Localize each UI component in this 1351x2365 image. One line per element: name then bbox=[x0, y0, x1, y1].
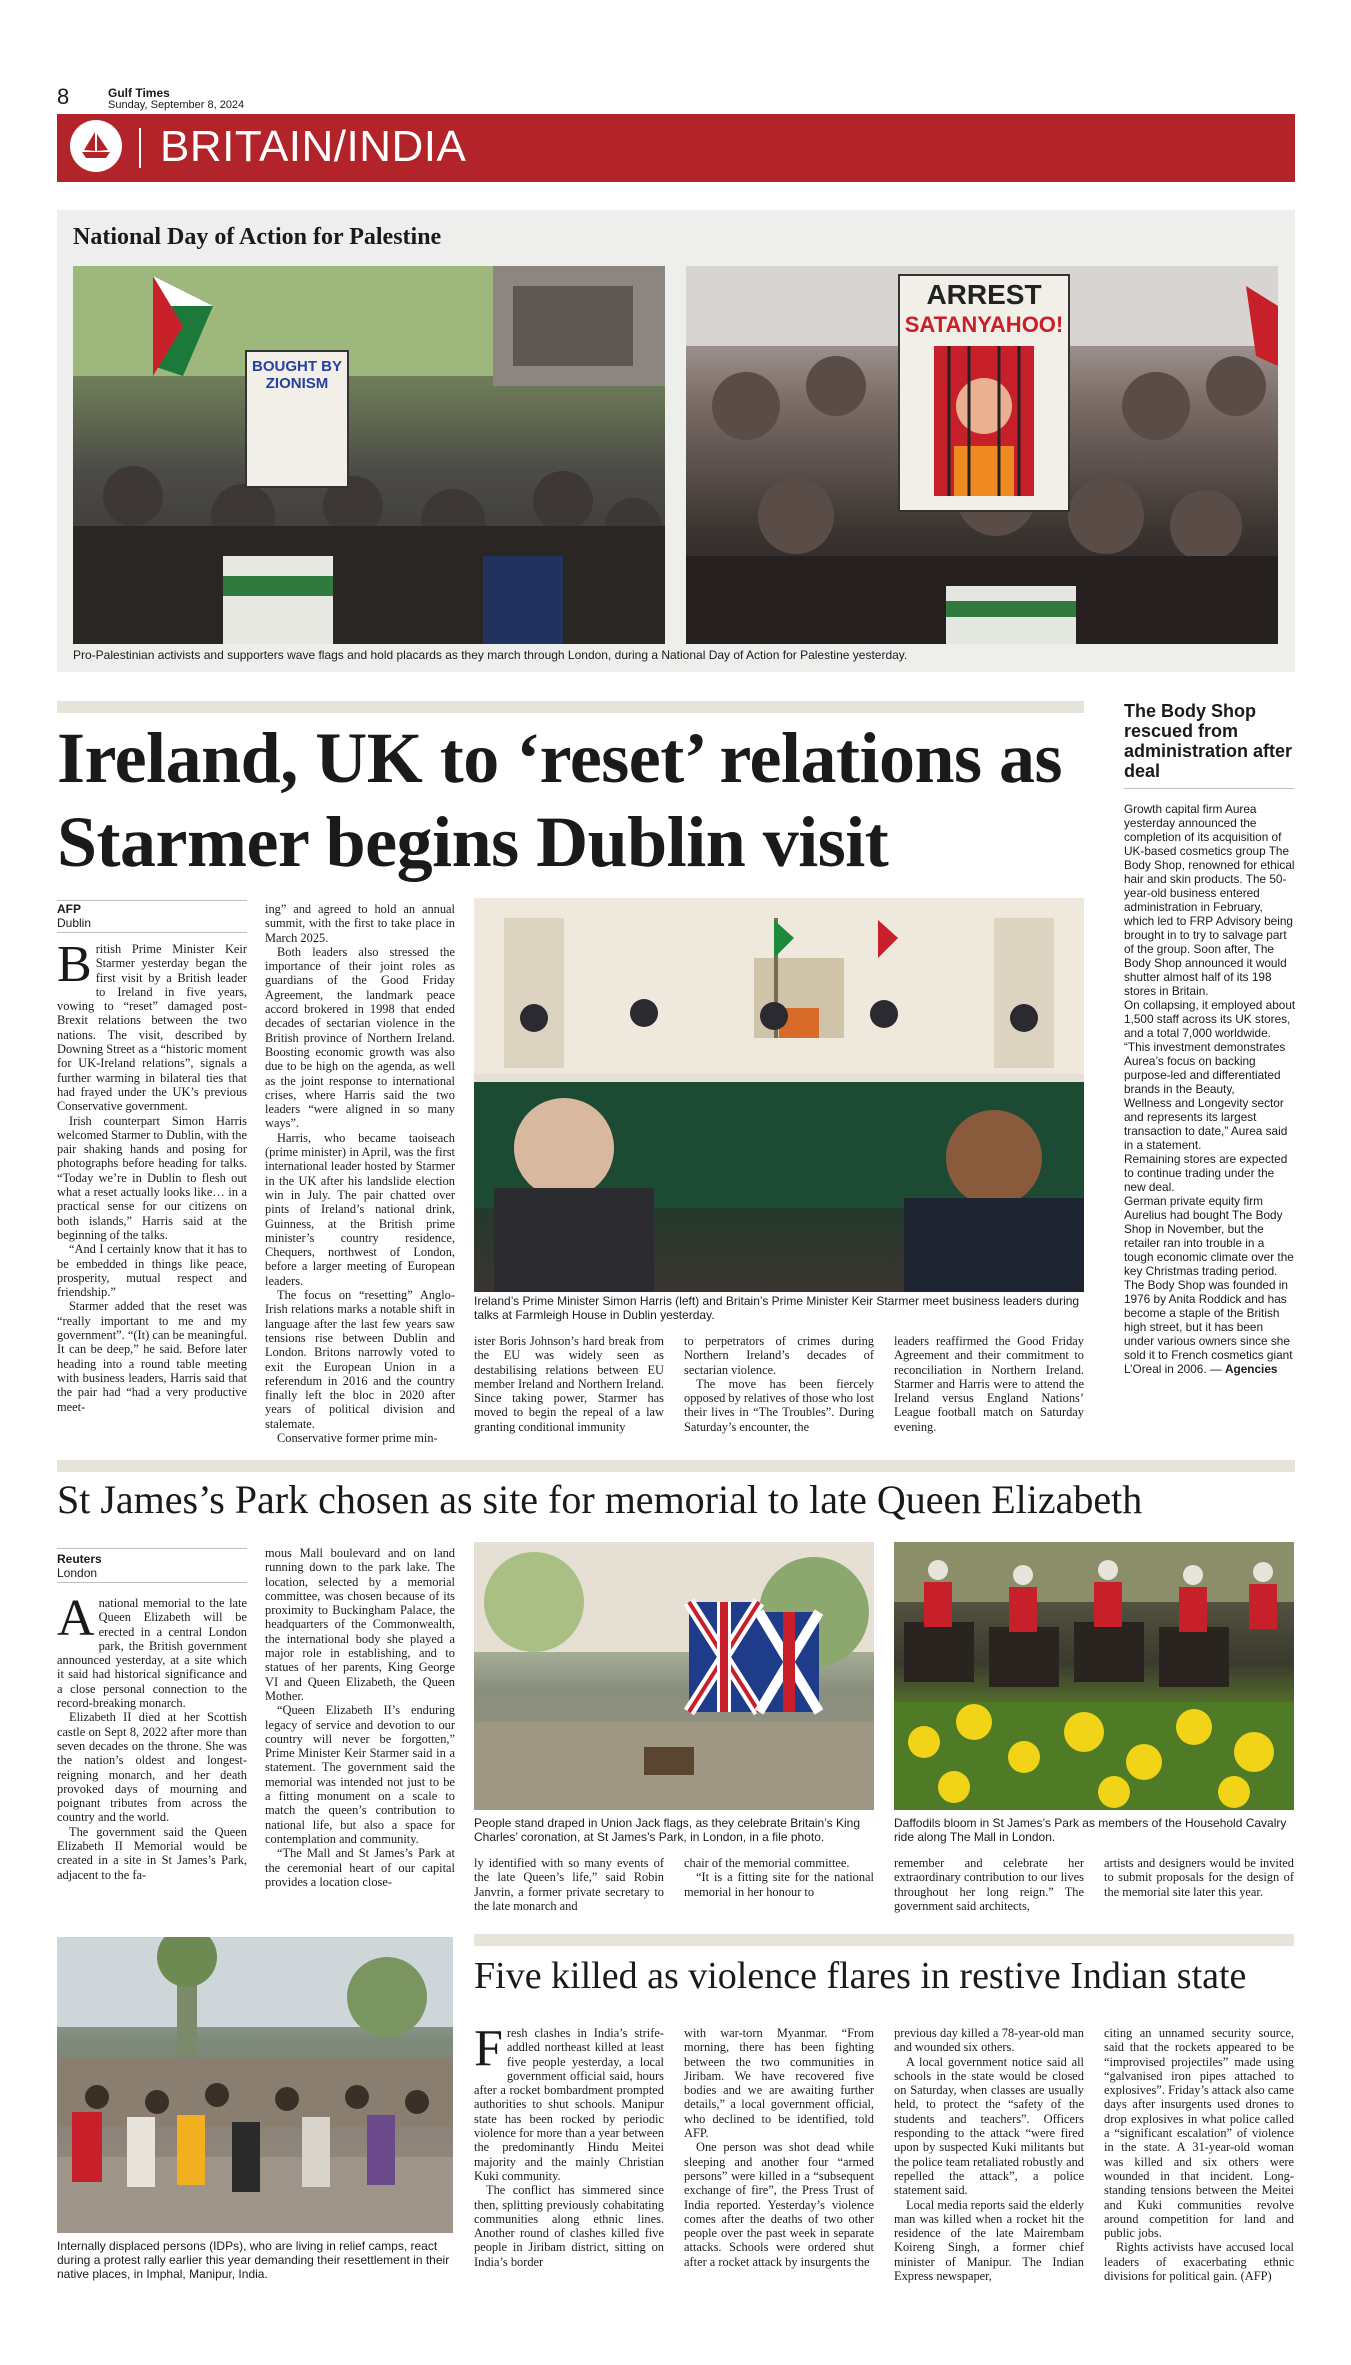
paragraph: ritish Prime Minister Keir Starmer yesterday began the first visit by a British leader to Ireland in five years, vowing to “reset” damaged post-Brexit relations between the two nations. The visit, described by Downing Street as a “historic moment for UK-Ireland relations”, signals a further warming in bilateral ties that had frayed under the UK’s previous Conservative government. bbox=[57, 942, 247, 1114]
byline-agency: Reuters bbox=[57, 1552, 102, 1566]
article-column bbox=[474, 1856, 664, 1913]
paper-name: Gulf Times bbox=[108, 86, 170, 100]
article-column bbox=[265, 902, 455, 1445]
paragraph: One person was shot dead while sleeping and another four “armed persons” were killed in a “subsequent exchange of fire”, the Press Trust of India reported. Yesterday’s violence comes after the deaths of two other people over the past week in separate attacks. Schools were ordered shut after a rocket attack by insurgents the bbox=[684, 2140, 874, 2269]
byline-agency: AFP bbox=[57, 902, 81, 916]
paragraph: The focus on “resetting” Anglo-Irish relations marks a notable shift in language after the last few years saw tensions rise between Dublin and London. Britons narrowly voted to exit the European Union in a referendum in 2016 and the country finally left the bloc in 2020 after years of political division and stalemate. bbox=[265, 1288, 455, 1431]
union-jack-photo bbox=[474, 1542, 874, 1810]
paragraph: The move has been fiercely opposed by relatives of those who lost their lives in “The Troubles”. During Saturday’s encounter, the bbox=[684, 1376, 874, 1434]
sidebar-article: Growth capital firm Aurea yesterday announced the completion of its acquisition of UK-based cosmetics group The Body Shop, renowned for ethical hair and skin products. The 50-year-old business entered administration in February, which led to FRP Advisory being brought in to try to salvage part of the group. Soon after, The Body Shop announced it would shutter almost half of its 198 stores in Britain. On collapsing, it employed about 1,500 staff across its UK stores, and a total 7,000 worldwide. “This investment demonstrates Aurea’s focus on backing purpose-led and differentiated brands in the Beauty, Wellness and Longevity sector and represents its largest transaction to date,” Aurea said in a statement. Remaining stores are expected to continue trading under the new deal. German private equity firm Aurelius had bought The Body Shop in November, but the retailer ran into trouble in a tough economic climate over the key Christmas trading period. The Body Shop was founded in 1976 by Anita Roddick and has become a staple of the British high street, but it has been under various owners since she sold it to French cosmetics giant L’Oreal in 2006. — Agencies bbox=[1124, 802, 1296, 1376]
ship-logo-icon bbox=[70, 120, 122, 172]
paragraph: leaders reaffirmed the Good Friday Agreement and their commitment to reconciliation in Northern Ireland. Starmer and Harris were to attend the Ireland versus England Nations’ League football match on Saturday evening. bbox=[894, 1334, 1084, 1434]
paragraph: “It is a fitting site for the national memorial in her honour to bbox=[684, 1870, 874, 1899]
article-column bbox=[1104, 2026, 1294, 2283]
byline-rule bbox=[57, 1582, 247, 1583]
paragraph: Remaining stores are expected to continue trading under the new deal. bbox=[1124, 1152, 1288, 1194]
protest-sign-bought-by-zionism bbox=[245, 350, 349, 488]
byline-rule bbox=[57, 900, 247, 901]
article-column bbox=[474, 2020, 664, 2269]
paragraph: ly identified with so many events of the late Queen’s life,” said Robin Janvrin, a former private secretary to the late monarch and bbox=[474, 1856, 664, 1913]
protest-photo-left bbox=[73, 266, 665, 644]
paragraph: Irish counterpart Simon Harris welcomed Starmer to Dublin, with the pair shaking hands and posing for photographs before heading for talks. “Today we’re in Dublin to flesh out what a reset actually looks like… in a practical sense for our citizens on both islands,” Harris said at the beginning of the talks. bbox=[57, 1113, 247, 1242]
household-cavalry-photo bbox=[894, 1542, 1294, 1810]
dropcap: A bbox=[57, 1590, 95, 1647]
photo-feature-title: National Day of Action for Palestine bbox=[73, 224, 442, 250]
paragraph: On collapsing, it employed about 1,500 staff across its UK stores, and a total 7,000 worldwide. “This investment demonstrates Aurea’s focus on backing purpose-led and differentiated brands in the Beauty, bbox=[1124, 998, 1296, 1096]
paragraph: Both leaders also stressed the importance of their joint roles as guardians of the Good Friday Agreement, the landmark peace accord brokered in 1998 that ended decades of sectarian violence in the British province of Northern Ireland. Boosting economic growth was also due to be high on the agenda, as well as the joint response to international crises, where Harris said the two leaders “were aligned in so many ways”. bbox=[265, 944, 455, 1131]
paragraph: mous Mall boulevard and on land running down to the park lake. The location, selected by a memorial committee, was chosen because of its proximity to Buckingham Palace, the headquarters of the Commonwealth, the international body she played a major role in establishing, and to statues of her parents, King George VI and Queen Elizabeth, the Queen Mother. bbox=[265, 1546, 455, 1703]
protest-sign-arrest bbox=[898, 274, 1070, 512]
photo-caption: Internally displaced persons (IDPs), who are living in relief camps, react during a protest rally earlier this year demanding their resettlement in their native places, in Imphal, Manipur, India. bbox=[57, 2239, 450, 2281]
article-column bbox=[57, 936, 247, 1414]
paragraph: “Queen Elizabeth II’s enduring legacy of service and devotion to our country will never be forgotten,” Prime Minister Keir Starmer said in a statement. The government said the memorial was intended not just to be a fitting monument on a scale to match the queen’s contribution to national life, but also a space for contemplation and community. bbox=[265, 1703, 455, 1846]
photo-caption: Pro-Palestinian activists and supporters wave flags and hold placards as they march through London, during a National Day of Action for Palestine yesterday. bbox=[73, 648, 908, 662]
paragraph: Wellness and Longevity sector and represents its largest transaction to date,” Aurea said in a statement. bbox=[1124, 1096, 1288, 1152]
headline-ireland: Ireland, UK to ‘reset’ relations as Starmer begins Dublin visit bbox=[57, 718, 1063, 882]
byline-rule bbox=[57, 932, 247, 933]
byline-rule bbox=[57, 1548, 247, 1549]
byline bbox=[57, 902, 247, 930]
sidebar-rule bbox=[1124, 788, 1294, 789]
dropcap: F bbox=[474, 2020, 503, 2077]
article-column bbox=[684, 1334, 874, 1434]
article-column bbox=[684, 1856, 874, 1899]
paragraph: Local media reports said the elderly man was killed when a rocket hit the residence of the late Mairembam Koireng Singh, a former chief minister of Manipur. The Indian Express newspaper, bbox=[894, 2197, 1084, 2284]
protest-sign-line1: ARREST bbox=[926, 279, 1042, 310]
photo-caption: Daffodils bloom in St James’s Park as members of the Household Cavalry ride along The Mall in London. bbox=[894, 1816, 1287, 1844]
issue-date: Sunday, September 8, 2024 bbox=[108, 99, 245, 111]
signoff: Agencies bbox=[1225, 1362, 1278, 1376]
paragraph: The government said the Queen Elizabeth II Memorial would be created in a site in St James’s Park, adjacent to the fa- bbox=[57, 1824, 247, 1882]
paragraph: ister Boris Johnson’s hard break from the EU was widely seen as destabilising relations between EU member Ireland and Northern Ireland. Since taking power, Starmer has moved to begin the repeal of a law granting conditional immunity bbox=[474, 1334, 664, 1434]
paragraph: A local government notice said all schools in the state would be closed on Saturday, when classes are usually held, to protect the “safety of the students and teachers”. Officers responding to the attack “were fired upon by suspected Kuki militants but the police team retaliated robustly and repelled the attack”, a police statement said. bbox=[894, 2054, 1084, 2198]
paragraph: artists and designers would be invited to submit proposals for the design of the memorial site later this year. bbox=[1104, 1856, 1294, 1899]
page-number: 8 bbox=[57, 84, 70, 109]
headline-queen-memorial: St James’s Park chosen as site for memorial to late Queen Elizabeth bbox=[57, 1477, 1143, 1522]
paragraph: The Body Shop was founded in 1976 by Anita Roddick and has become a staple of the British high street, but it has been under various owners since she sold it to French cosmetics giant L’Oreal in 2006. bbox=[1124, 1278, 1293, 1376]
paragraph: Elizabeth II died at her Scottish castle on Sept 8, 2022 after more than seven decades on the throne. She was the nation’s oldest and longest-reigning monarch, and her death provoked days of mourning and poignant tributes from across the country and the world. bbox=[57, 1710, 247, 1825]
article-column bbox=[894, 2026, 1084, 2283]
paragraph: German private equity firm Aurelius had bought The Body Shop in November, but the retailer ran into trouble in a tough economic climate over the key Christmas trading period. bbox=[1124, 1194, 1294, 1278]
article-column bbox=[265, 1546, 455, 1889]
paragraph: ing” and agreed to hold an annual summit, with the first to take place in March 2025. bbox=[265, 902, 455, 945]
paragraph: “And I certainly know that it has to be embedded in things like peace, prosperity, mutual respect and friendship.” bbox=[57, 1242, 247, 1300]
byline-place: London bbox=[57, 1566, 98, 1580]
paragraph: remember and celebrate her extraordinary contribution to our lives throughout her long reign.” The government said architects, bbox=[894, 1856, 1084, 1913]
paragraph: Conservative former prime min- bbox=[277, 1430, 438, 1445]
article-column bbox=[57, 1590, 247, 1882]
paragraph: citing an unnamed security source, said that the rockets appeared to be “improvised projectiles” made using “galvanised iron pipes attached to explosives”. Friday’s attack also came days after insurgents used drones to drop explosives in what police called a “significant escalation” of violence in the state. A 31-year-old woman was killed and six others were wounded in that incident. Long-standing tensions between the Meitei and Kuki communities revolve around competition for land and public jobs. bbox=[1104, 2026, 1294, 2241]
manipur-protest-photo bbox=[57, 1937, 453, 2233]
dropcap: B bbox=[57, 936, 92, 993]
article-column bbox=[474, 1334, 664, 1434]
paragraph: previous day killed a 78-year-old man and wounded six others. bbox=[894, 2026, 1084, 2055]
photo-caption: Ireland’s Prime Minister Simon Harris (left) and Britain’s Prime Minister Keir Starmer meet business leaders during talks at Farmleigh House in Dublin yesterday. bbox=[474, 1294, 1080, 1322]
paragraph: Harris, who became taoiseach (prime minister) in April, was the first international leader hosted by Starmer in the UK after his landslide election win in July. The pair chatted over pints of Ireland’s national drink, Guinness, at the British prime minister’s country residence, Chequers, northwest of London, before a larger meeting of European leaders. bbox=[265, 1130, 455, 1288]
story-rule bbox=[474, 1934, 1294, 1946]
paragraph: The conflict has simmered since then, splitting previously cohabitating communities along ethnic lines. Another round of clashes killed five people in Jiribam district, sitting on India’s border bbox=[474, 2183, 664, 2269]
article-column bbox=[684, 2026, 874, 2269]
article-column bbox=[894, 1334, 1084, 1434]
paragraph: chair of the memorial committee. bbox=[684, 1856, 850, 1870]
paragraph: Rights activists have accused local leaders of exacerbating ethnic divisions for political gain. (AFP) bbox=[1104, 2240, 1294, 2284]
article-column bbox=[1104, 1856, 1294, 1899]
paragraph: Growth capital firm Aurea yesterday announced the completion of its acquisition of UK-based cosmetics group The Body Shop, renowned for ethical hair and skin products. The 50-year-old business entered administration in February, which led to FRP Advisory being brought in to try to salvage part of the group. Soon after, The Body Shop announced it would shutter almost half of its 198 stores in Britain. bbox=[1124, 802, 1295, 998]
byline-place: Dublin bbox=[57, 916, 92, 930]
dublin-talks-photo bbox=[474, 898, 1084, 1292]
article-column bbox=[894, 1856, 1084, 1913]
paragraph: Starmer added that the reset was “really important to me and my government”. “(It) can be meaningful. It can be deep,” he said. Before later heading into a round table meeting with business leaders, Harris said that the pair had “had a very productive meet- bbox=[57, 1299, 247, 1414]
paragraph: national memorial to the late Queen Elizabeth will be erected in a central London park, the British government announced yesterday, at a site which it said had historical significance and a close personal connection to the record-breaking monarch. bbox=[57, 1596, 247, 1711]
paragraph: “The Mall and St James’s Park at the ceremonial heart of our capital provides a location close- bbox=[265, 1846, 455, 1889]
byline bbox=[57, 1552, 247, 1580]
photo-caption: People stand draped in Union Jack flags, as they celebrate Britain’s King Charles’ coronation, at St James’s Park, in London, in a file photo. bbox=[474, 1816, 861, 1844]
protest-sign-line2: SATANYAHOO! bbox=[904, 312, 1064, 337]
paragraph: to perpetrators of crimes during Northern Ireland’s decades of sectarian violence. bbox=[684, 1334, 874, 1377]
protest-sign-text: BOUGHT BY ZIONISM bbox=[252, 358, 342, 392]
section-divider bbox=[139, 128, 141, 168]
headline-india: Five killed as violence flares in restive Indian state bbox=[474, 1955, 1247, 1997]
story-rule bbox=[57, 1460, 1295, 1472]
paragraph: resh clashes in India’s strife-addled northeast killed at least five people yesterday, a local government official said, hours after a rocket bombardment prompted authorities to shut schools. Manipur state has been rocked by periodic violence for more than a year between the predominantly Hindu Meitei majority and the mainly Christian Kuki community. bbox=[474, 2026, 664, 2183]
story-rule bbox=[57, 701, 1084, 713]
section-title: BRITAIN/INDIA bbox=[160, 122, 467, 171]
sidebar-headline: The Body Shop rescued from administration after deal bbox=[1124, 701, 1293, 781]
paragraph: with war-torn Myanmar. “From morning, there has been fighting between the two communities in Jiribam. We have recovered five bodies and we are awaiting further details,” a local government official, who declined to be identified, told AFP. bbox=[684, 2026, 874, 2141]
